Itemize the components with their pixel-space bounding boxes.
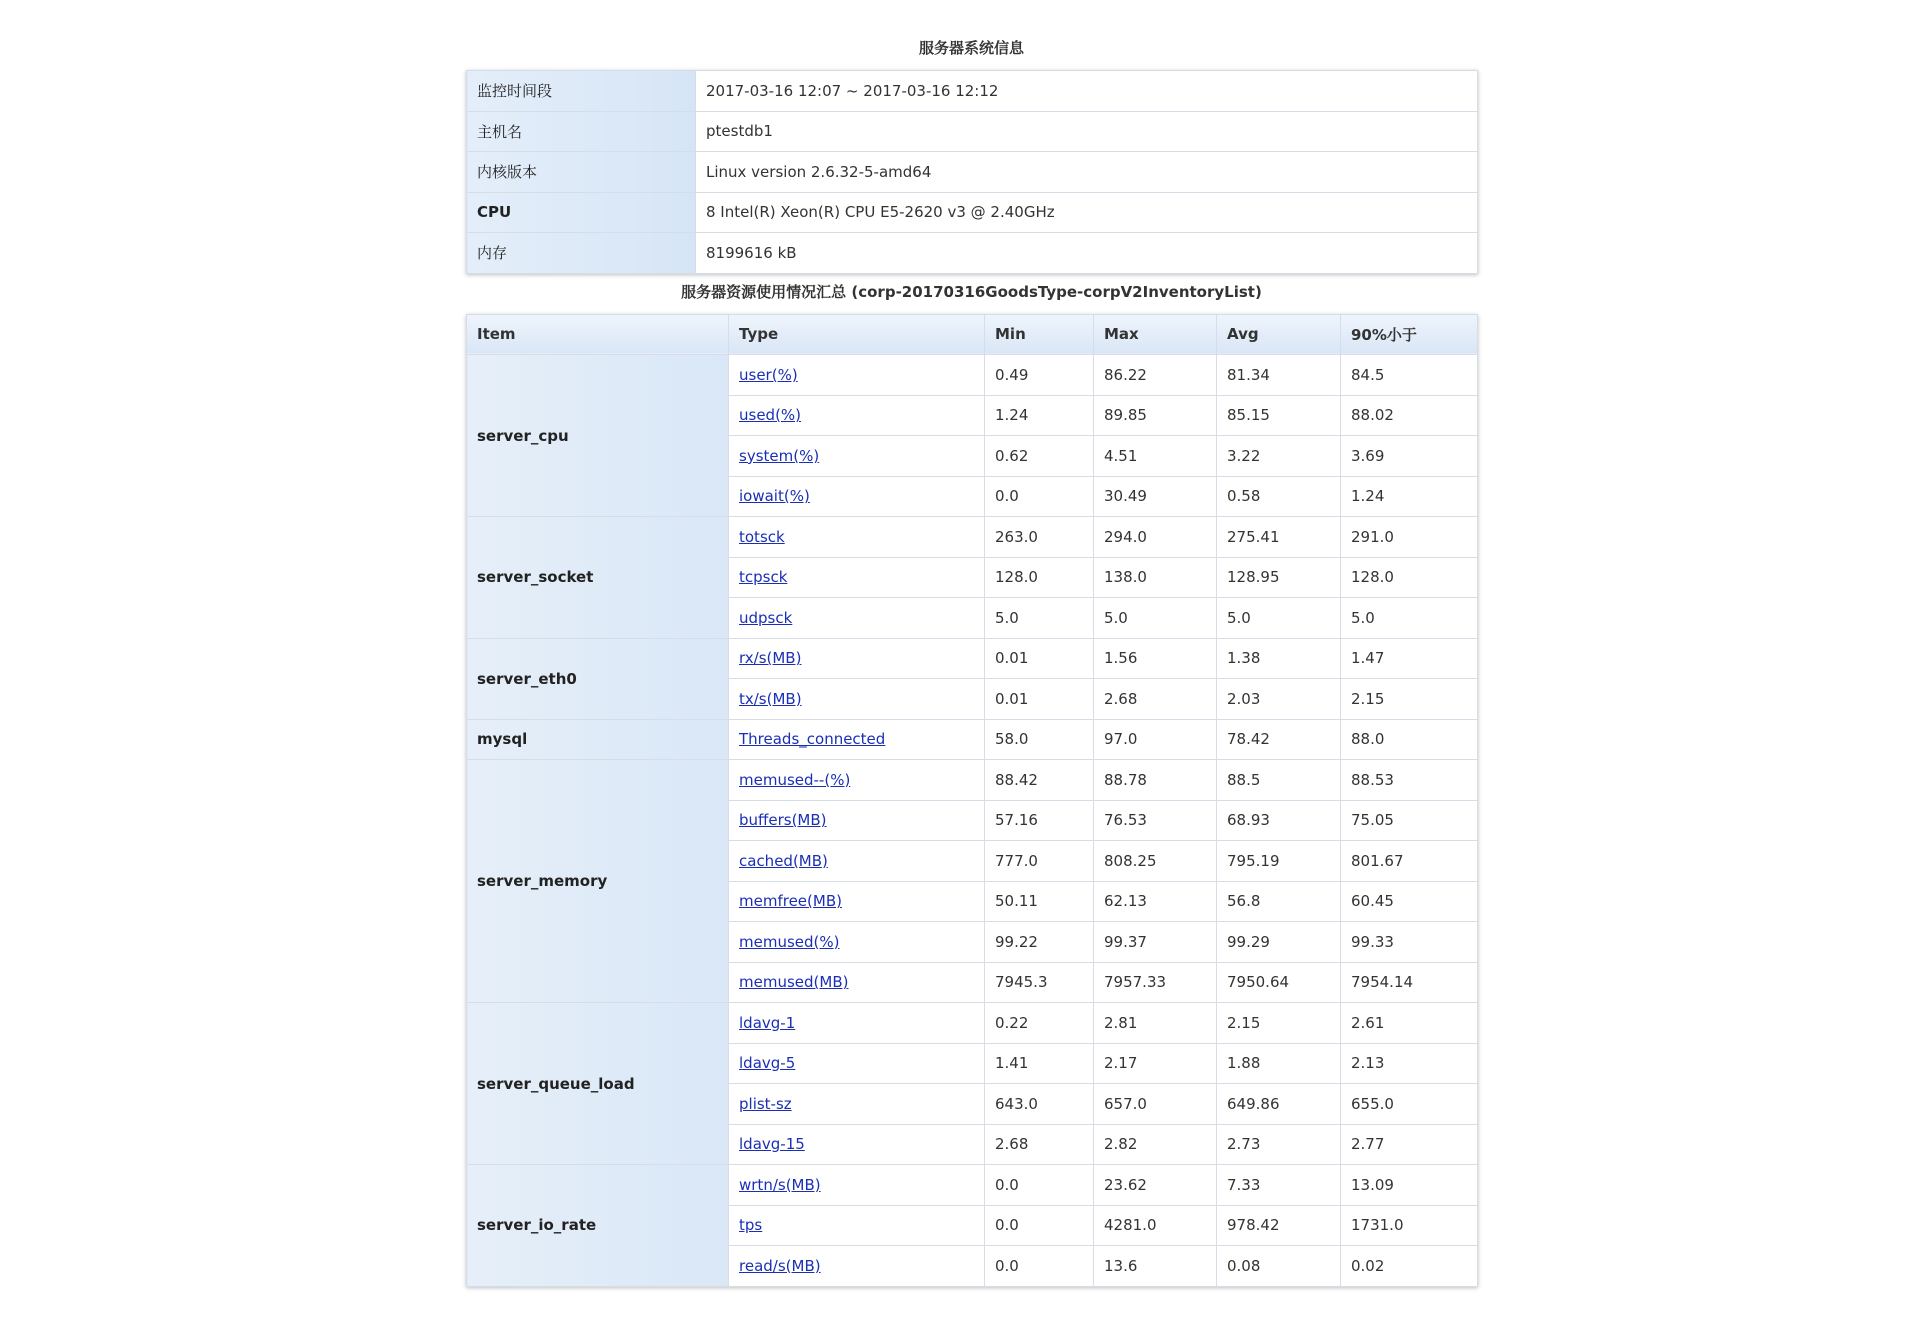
- metric-link[interactable]: memfree(MB): [739, 892, 842, 911]
- avg-cell: 78.42: [1217, 719, 1341, 760]
- sysinfo-value-memory: 8199616 kB: [696, 233, 1478, 274]
- min-cell: 777.0: [985, 841, 1094, 882]
- table-row: [467, 1003, 1478, 1044]
- min-cell: 5.0: [985, 598, 1094, 639]
- avg-cell: 649.86: [1217, 1084, 1341, 1125]
- header-type: Type: [729, 314, 985, 355]
- p90-cell: 7954.14: [1341, 962, 1478, 1003]
- min-cell: 1.41: [985, 1043, 1094, 1084]
- avg-cell: 128.95: [1217, 557, 1341, 598]
- sysinfo-row: [467, 111, 1478, 152]
- p90-cell: 2.61: [1341, 1003, 1478, 1044]
- min-cell: 643.0: [985, 1084, 1094, 1125]
- metric-link[interactable]: tps: [739, 1216, 763, 1235]
- p90-cell: 88.02: [1341, 395, 1478, 436]
- min-cell: 128.0: [985, 557, 1094, 598]
- min-cell: 7945.3: [985, 962, 1094, 1003]
- type-cell: [729, 1246, 985, 1287]
- type-cell: [729, 638, 985, 679]
- min-cell: 0.49: [985, 355, 1094, 396]
- p90-cell: 99.33: [1341, 922, 1478, 963]
- sysinfo-row: [467, 233, 1478, 274]
- item-cell-server-eth0: server_eth0: [467, 638, 729, 719]
- p90-cell: 2.15: [1341, 679, 1478, 720]
- max-cell: 2.81: [1094, 1003, 1217, 1044]
- type-cell: [729, 436, 985, 477]
- type-cell: [729, 719, 985, 760]
- sysinfo-label-kernel: 内核版本: [467, 152, 696, 193]
- avg-cell: 88.5: [1217, 760, 1341, 801]
- min-cell: 0.0: [985, 1205, 1094, 1246]
- max-cell: 1.56: [1094, 638, 1217, 679]
- min-cell: 99.22: [985, 922, 1094, 963]
- sysinfo-table: [466, 70, 1478, 274]
- type-cell: [729, 841, 985, 882]
- table-row: [467, 1165, 1478, 1206]
- avg-cell: 68.93: [1217, 800, 1341, 841]
- max-cell: 138.0: [1094, 557, 1217, 598]
- type-cell: [729, 881, 985, 922]
- sysinfo-label-cpu: CPU: [467, 192, 696, 233]
- avg-cell: 1.38: [1217, 638, 1341, 679]
- min-cell: 50.11: [985, 881, 1094, 922]
- metric-link[interactable]: cached(MB): [739, 851, 828, 870]
- p90-cell: 75.05: [1341, 800, 1478, 841]
- metric-link[interactable]: user(%): [739, 365, 798, 384]
- sysinfo-title: 服务器系统信息: [918, 39, 1024, 57]
- type-cell: [729, 517, 985, 558]
- min-cell: 0.01: [985, 638, 1094, 679]
- avg-cell: 2.73: [1217, 1124, 1341, 1165]
- max-cell: 13.6: [1094, 1246, 1217, 1287]
- type-cell: [729, 355, 985, 396]
- type-cell: [729, 962, 985, 1003]
- avg-cell: 275.41: [1217, 517, 1341, 558]
- max-cell: 89.85: [1094, 395, 1217, 436]
- avg-cell: 5.0: [1217, 598, 1341, 639]
- max-cell: 7957.33: [1094, 962, 1217, 1003]
- usage-table: [466, 314, 1478, 1287]
- p90-cell: 291.0: [1341, 517, 1478, 558]
- metric-link[interactable]: used(%): [739, 406, 802, 425]
- max-cell: 808.25: [1094, 841, 1217, 882]
- max-cell: 2.82: [1094, 1124, 1217, 1165]
- p90-cell: 84.5: [1341, 355, 1478, 396]
- avg-cell: 99.29: [1217, 922, 1341, 963]
- avg-cell: 85.15: [1217, 395, 1341, 436]
- min-cell: 263.0: [985, 517, 1094, 558]
- avg-cell: 1.88: [1217, 1043, 1341, 1084]
- metric-link[interactable]: system(%): [739, 446, 820, 465]
- metric-link[interactable]: buffers(MB): [739, 811, 827, 830]
- p90-cell: 5.0: [1341, 598, 1478, 639]
- metric-link[interactable]: memused--(%): [739, 770, 851, 789]
- type-cell: [729, 1205, 985, 1246]
- avg-cell: 978.42: [1217, 1205, 1341, 1246]
- metric-link[interactable]: totsck: [739, 527, 785, 546]
- min-cell: 0.0: [985, 1246, 1094, 1287]
- avg-cell: 3.22: [1217, 436, 1341, 477]
- type-cell: [729, 1165, 985, 1206]
- max-cell: 76.53: [1094, 800, 1217, 841]
- type-cell: [729, 1003, 985, 1044]
- header-avg: Avg: [1217, 314, 1341, 355]
- p90-cell: 128.0: [1341, 557, 1478, 598]
- type-cell: [729, 922, 985, 963]
- table-row: [467, 760, 1478, 801]
- sysinfo-row: [467, 71, 1478, 112]
- table-row: [467, 517, 1478, 558]
- min-cell: 1.24: [985, 395, 1094, 436]
- p90-cell: 2.13: [1341, 1043, 1478, 1084]
- metric-link[interactable]: ldavg-1: [739, 1013, 796, 1032]
- min-cell: 0.0: [985, 1165, 1094, 1206]
- max-cell: 62.13: [1094, 881, 1217, 922]
- item-cell-server-socket: server_socket: [467, 517, 729, 639]
- type-cell: [729, 1043, 985, 1084]
- sysinfo-row: [467, 152, 1478, 193]
- p90-cell: 88.0: [1341, 719, 1478, 760]
- p90-cell: 13.09: [1341, 1165, 1478, 1206]
- item-cell-server-io-rate: server_io_rate: [467, 1165, 729, 1287]
- usage-title: 服务器资源使用情况汇总 (corp-20170316GoodsType-corpV2InventoryList): [681, 282, 1262, 301]
- metric-link[interactable]: read/s(MB): [739, 1256, 821, 1275]
- sysinfo-label-memory: 内存: [467, 233, 696, 274]
- item-cell-server-queue-load: server_queue_load: [467, 1003, 729, 1165]
- type-cell: [729, 476, 985, 517]
- report-container: [466, 0, 1477, 1287]
- type-cell: [729, 598, 985, 639]
- table-row: [467, 355, 1478, 396]
- min-cell: 57.16: [985, 800, 1094, 841]
- type-cell: [729, 1124, 985, 1165]
- avg-cell: 56.8: [1217, 881, 1341, 922]
- p90-cell: 88.53: [1341, 760, 1478, 801]
- max-cell: 657.0: [1094, 1084, 1217, 1125]
- min-cell: 0.62: [985, 436, 1094, 477]
- max-cell: 2.68: [1094, 679, 1217, 720]
- avg-cell: 795.19: [1217, 841, 1341, 882]
- sysinfo-row: [467, 192, 1478, 233]
- metric-link[interactable]: memused(MB): [739, 973, 849, 992]
- metric-link[interactable]: wrtn/s(MB): [739, 1175, 821, 1194]
- min-cell: 88.42: [985, 760, 1094, 801]
- metric-link[interactable]: memused(%): [739, 932, 840, 951]
- avg-cell: 0.58: [1217, 476, 1341, 517]
- max-cell: 4281.0: [1094, 1205, 1217, 1246]
- type-cell: [729, 395, 985, 436]
- header-p90: 90%小于: [1341, 314, 1478, 355]
- max-cell: 99.37: [1094, 922, 1217, 963]
- max-cell: 5.0: [1094, 598, 1217, 639]
- sysinfo-value-cpu: 8 Intel(R) Xeon(R) CPU E5-2620 v3 @ 2.40GHz: [696, 192, 1478, 233]
- sysinfo-value-kernel: Linux version 2.6.32-5-amd64: [696, 152, 1478, 193]
- sysinfo-value-monitor-period: 2017-03-16 12:07 ~ 2017-03-16 12:12: [696, 71, 1478, 112]
- max-cell: 88.78: [1094, 760, 1217, 801]
- min-cell: 0.0: [985, 476, 1094, 517]
- max-cell: 30.49: [1094, 476, 1217, 517]
- avg-cell: 7.33: [1217, 1165, 1341, 1206]
- max-cell: 294.0: [1094, 517, 1217, 558]
- table-row: [467, 719, 1478, 760]
- p90-cell: 60.45: [1341, 881, 1478, 922]
- metric-link[interactable]: plist-sz: [739, 1094, 792, 1113]
- item-cell-server-memory: server_memory: [467, 760, 729, 1003]
- avg-cell: 7950.64: [1217, 962, 1341, 1003]
- metric-link[interactable]: tx/s(MB): [739, 689, 802, 708]
- type-cell: [729, 679, 985, 720]
- metric-link[interactable]: rx/s(MB): [739, 649, 802, 668]
- sysinfo-label-monitor-period: 监控时间段: [467, 71, 696, 112]
- avg-cell: 2.03: [1217, 679, 1341, 720]
- avg-cell: 2.15: [1217, 1003, 1341, 1044]
- max-cell: 97.0: [1094, 719, 1217, 760]
- min-cell: 0.22: [985, 1003, 1094, 1044]
- p90-cell: 2.77: [1341, 1124, 1478, 1165]
- type-cell: [729, 760, 985, 801]
- metric-link[interactable]: ldavg-15: [739, 1135, 805, 1154]
- max-cell: 23.62: [1094, 1165, 1217, 1206]
- sysinfo-value-hostname: ptestdb1: [696, 111, 1478, 152]
- header-min: Min: [985, 314, 1094, 355]
- sysinfo-label-hostname: 主机名: [467, 111, 696, 152]
- metric-link[interactable]: ldavg-5: [739, 1054, 796, 1073]
- table-row: [467, 638, 1478, 679]
- p90-cell: 3.69: [1341, 436, 1478, 477]
- max-cell: 2.17: [1094, 1043, 1217, 1084]
- metric-link[interactable]: tcpsck: [739, 568, 788, 587]
- p90-cell: 1.24: [1341, 476, 1478, 517]
- metric-link[interactable]: iowait(%): [739, 487, 810, 506]
- max-cell: 4.51: [1094, 436, 1217, 477]
- usage-header-row: [467, 314, 1478, 355]
- p90-cell: 655.0: [1341, 1084, 1478, 1125]
- usage-body: [467, 355, 1478, 1287]
- avg-cell: 0.08: [1217, 1246, 1341, 1287]
- p90-cell: 1.47: [1341, 638, 1478, 679]
- item-cell-server-cpu: server_cpu: [467, 355, 729, 517]
- min-cell: 0.01: [985, 679, 1094, 720]
- p90-cell: 0.02: [1341, 1246, 1478, 1287]
- type-cell: [729, 800, 985, 841]
- p90-cell: 1731.0: [1341, 1205, 1478, 1246]
- min-cell: 58.0: [985, 719, 1094, 760]
- item-cell-mysql: mysql: [467, 719, 729, 760]
- min-cell: 2.68: [985, 1124, 1094, 1165]
- header-item: Item: [467, 314, 729, 355]
- avg-cell: 81.34: [1217, 355, 1341, 396]
- metric-link[interactable]: udpsck: [739, 608, 793, 627]
- metric-link[interactable]: Threads_connected: [739, 730, 886, 749]
- type-cell: [729, 557, 985, 598]
- header-max: Max: [1094, 314, 1217, 355]
- max-cell: 86.22: [1094, 355, 1217, 396]
- type-cell: [729, 1084, 985, 1125]
- p90-cell: 801.67: [1341, 841, 1478, 882]
